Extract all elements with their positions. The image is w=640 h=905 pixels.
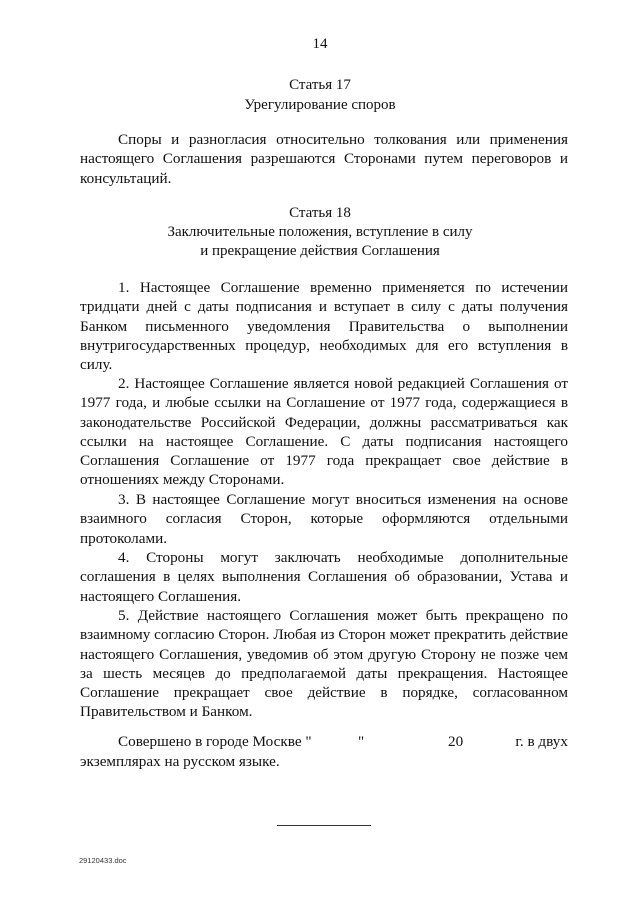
signing-line-1 [80, 732, 568, 752]
article-17-title: Урегулирование споров [244, 97, 396, 113]
article-18-paragraph-4: 4. Стороны могут заключать необходимые дополнительные соглашения в целях выполнения Соглашения об образовании, Устава и настоящего Соглашения. [80, 549, 568, 605]
signing-quote-close: " [358, 733, 365, 750]
signing-year: 20 [448, 733, 464, 750]
footer-file-code: 29120433.doc [79, 856, 127, 865]
article-18-paragraph-1: 1. Настоящее Соглашение временно применяется по истечении тридцати дней с даты подписания и вступает в силу с даты получения Банком письменного уведомления Правительства о выполнении внутригосударственных процедур, необходимых для его вступления в силу. [80, 279, 568, 374]
article-17-text: Споры и разногласия относительно толкования или применения настоящего Соглашения разрешаются Сторонами путем переговоров и консультаций. [80, 131, 568, 187]
article-18-title-line-1: Заключительные положения, вступление в силу [167, 224, 473, 240]
signing-line-2: экземплярах на русском языке. [80, 753, 280, 770]
signing-block [80, 732, 568, 771]
article-18-number: Статья 18 [289, 205, 351, 221]
signing-city: Совершено в городе Москве " [118, 733, 312, 750]
page-number: 14 [312, 36, 328, 52]
article-18-paragraph-2: 2. Настоящее Соглашение является новой редакцией Соглашения от 1977 года, и любые ссылки на Соглашение от 1977 года, содержащиеся в законодательстве Российской Федерации, должны рассматриваться как ссылки на настоящее Соглашение. С даты подписания настоящего Соглашения Соглашение от 1977 года прекращает свое действие в отношениях между Сторонами. [80, 375, 568, 489]
signing-copies: г. в двух [515, 733, 568, 750]
article-18-title-line-2: и прекращение действия Соглашения [200, 243, 440, 259]
article-18-paragraph-3: 3. В настоящее Соглашение могут вноситься изменения на основе взаимного согласия Сторон, которые оформляются отдельными протоколами. [80, 491, 568, 547]
article-18-paragraph-5: 5. Действие настоящего Соглашения может быть прекращено по взаимному согласию Сторон. Любая из Сторон может прекратить действие настоящего Соглашения, уведомив об этом другую Сторону не позже чем за шесть месяцев до предполагаемой даты прекращения. Настоящее Соглашение прекращает свое действие в порядке, согласованном Правительством и Банком. [80, 607, 568, 721]
article-17-number: Статья 17 [289, 77, 351, 93]
signature-rule [277, 825, 371, 826]
